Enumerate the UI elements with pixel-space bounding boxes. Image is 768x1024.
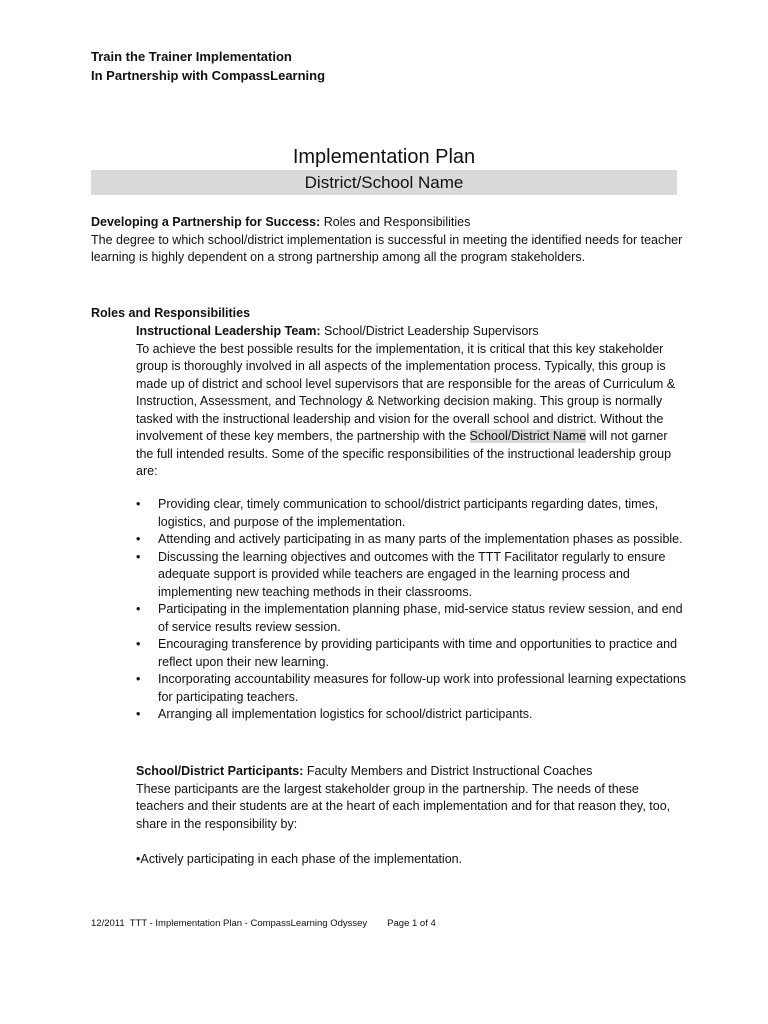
participants-body: These participants are the largest stakeholder group in the partnership. The needs of these teachers and their students are at the heart of each implementation and for that reason they, too, share in the responsibility by: xyxy=(136,781,671,831)
list-item xyxy=(136,549,696,602)
ilt-heading xyxy=(136,323,686,341)
district-name-bar xyxy=(91,170,677,195)
bullet-icon: • xyxy=(136,672,141,686)
list-item xyxy=(136,531,696,549)
partnership-heading-bold: Developing a Partnership for Success: xyxy=(91,215,321,229)
header-line-1: Train the Trainer Implementation xyxy=(91,49,292,64)
district-name: District/School Name xyxy=(304,173,464,192)
list-item xyxy=(136,706,696,724)
document-header xyxy=(91,47,325,85)
bullet-icon: • xyxy=(136,602,141,616)
participants-bullet: •Actively participating in each phase of the implementation. xyxy=(136,852,463,866)
ilt-responsibilities-list xyxy=(136,496,696,724)
participants-section xyxy=(136,763,686,833)
bullet-icon: • xyxy=(136,549,141,564)
list-item xyxy=(136,636,696,671)
footer-text: 12/2011 TTT - Implementation Plan - CompassLearning Odyssey xyxy=(91,918,368,929)
ilt-body-2: will not garner the full intended results. Some of the specific responsibilities of the instructional leadership group are: xyxy=(136,429,672,478)
participants-heading-rest: Faculty Members and District Instructional Coaches xyxy=(303,764,593,778)
bullet-icon: • xyxy=(136,532,141,546)
participants-heading xyxy=(136,763,686,781)
partnership-body: The degree to which school/district implementation is successful in meeting the identified needs for teacher learning is highly dependent on a strong partnership among all the program stakeholders. xyxy=(91,232,683,264)
bullet-icon: • xyxy=(136,707,141,721)
page-footer xyxy=(91,917,436,931)
header-line-2: In Partnership with CompassLearning xyxy=(91,68,326,83)
ilt-body-1: To achieve the best possible results for the implementation, it is critical that this key stakeholder group is thoroughly involved in all aspects of the implementation process. Typically, this group is made up of district and school level supervisors that are responsible for the areas of Curriculum & Instruction, Assessment, and Technology & Networking decision making. This group is normally tasked with the instructional leadership and vision for the overall school and district. Without the involvement of these key members, the partnership with the xyxy=(136,341,676,443)
list-item-text: Incorporating accountability measures for follow-up work into professional learning expectations for participating teachers. xyxy=(158,672,687,704)
ilt-heading-bold: Instructional Leadership Team: xyxy=(136,324,321,338)
list-item-text: Arranging all implementation logistics for school/district participants. xyxy=(158,707,533,721)
participants-heading-bold: School/District Participants: xyxy=(136,764,304,778)
partnership-heading-rest: Roles and Responsibilities xyxy=(320,215,471,229)
list-item-text: Attending and actively participating in as many parts of the implementation phases as possible. xyxy=(158,532,683,546)
partnership-heading xyxy=(91,214,691,232)
ilt-highlight-name: School/District Name xyxy=(469,429,587,443)
ilt-body xyxy=(136,341,686,481)
footer-page-number: Page 1 of 4 xyxy=(387,918,436,929)
ilt-section xyxy=(136,323,686,481)
list-item-text: Encouraging transference by providing participants with time and opportunities to practice and reflect upon their new learning. xyxy=(158,637,678,669)
list-item-text: Participating in the implementation planning phase, mid-service status review session, and end of service results review session. xyxy=(158,602,683,634)
bullet-icon: • xyxy=(136,497,141,511)
partnership-section xyxy=(91,214,691,267)
list-item xyxy=(136,601,696,636)
bullet-icon: • xyxy=(136,637,141,651)
ilt-heading-rest: School/District Leadership Supervisors xyxy=(320,324,539,338)
list-item-text: Discussing the learning objectives and outcomes with the TTT Facilitator regularly to ensure adequate support is provided while teachers are engaged in the learning process and implementing new teaching methods in their classrooms. xyxy=(158,549,666,599)
list-item-text: Providing clear, timely communication to school/district participants regarding dates, times, logistics, and purpose of the implementation. xyxy=(158,497,659,529)
page-title: Implementation Plan xyxy=(292,146,476,168)
roles-heading: Roles and Responsibilities xyxy=(91,306,251,320)
list-item xyxy=(136,671,696,706)
list-item xyxy=(136,496,696,531)
